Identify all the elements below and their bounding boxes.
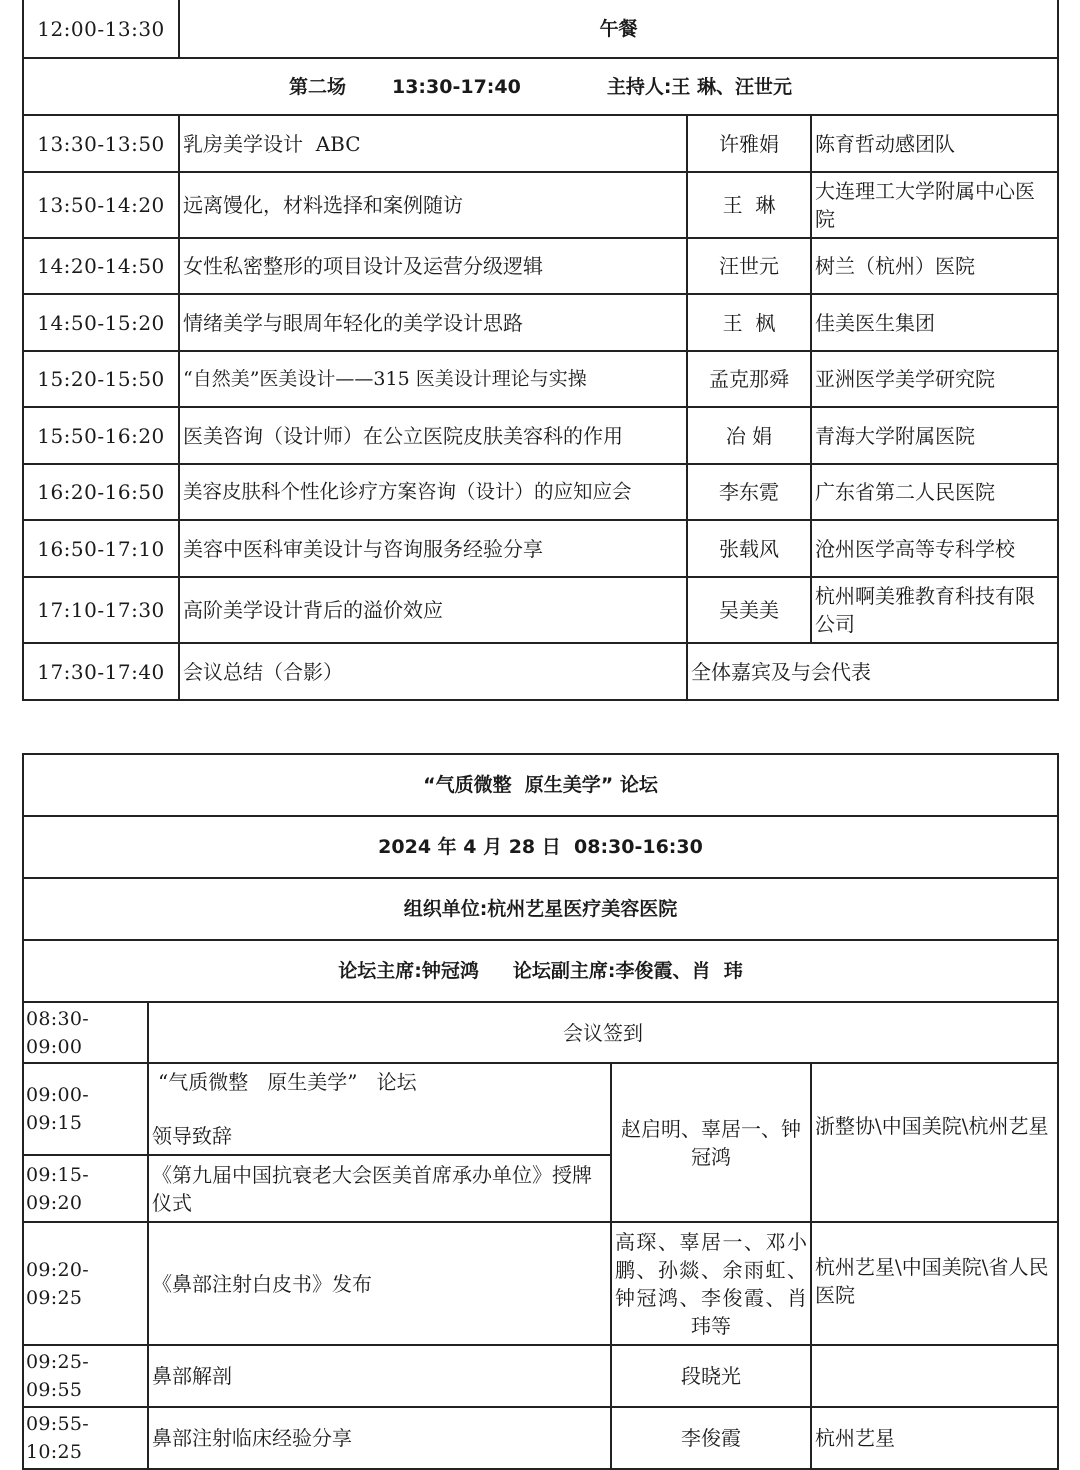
org-cell: 沧州医学高等专科学校: [811, 520, 1058, 577]
table-row: [23, 816, 1058, 878]
org-cell: 大连理工大学附属中心医院: [811, 172, 1058, 238]
org-cell: 杭州艺星\中国美院\省人民医院: [811, 1222, 1058, 1345]
time-cell: 08:30-09:00: [23, 1002, 148, 1063]
session-header-row: [23, 58, 1058, 115]
speaker-cell: 全体嘉宾及与会代表: [687, 643, 1058, 700]
table-row: [23, 238, 1058, 294]
table-row: [23, 754, 1058, 816]
speaker-cell: 王 琳: [687, 172, 811, 238]
time-cell: 09:25-09:55: [23, 1345, 148, 1407]
topic-line-2: 领导致辞: [152, 1124, 232, 1148]
speaker-cell: 孟克那舜: [687, 351, 811, 407]
session-header: [23, 58, 1058, 115]
table-row: [23, 940, 1058, 1002]
forum-table: [22, 753, 1059, 1470]
org-cell: 树兰（杭州）医院: [811, 238, 1058, 294]
speaker-cell: 张载风: [687, 520, 811, 577]
schedule-table-session-2: [22, 0, 1059, 701]
table-row: [23, 351, 1058, 407]
org-cell: 广东省第二人民医院: [811, 464, 1058, 520]
speaker-cell: 吴美美: [687, 577, 811, 643]
org-cell: 杭州啊美雅教育科技有限公司: [811, 577, 1058, 643]
topic-cell: 美容皮肤科个性化诊疗方案咨询（设计）的应知应会: [179, 464, 687, 520]
time-cell: 17:30-17:40: [23, 643, 179, 700]
org-cell: 陈育哲动感团队: [811, 115, 1058, 172]
topic-cell: 远离馒化，材料选择和案例随访: [179, 172, 687, 238]
table-row: [23, 1407, 1058, 1469]
table-row: [23, 1345, 1058, 1407]
session-name: 第二场: [288, 75, 346, 98]
time-cell: 13:50-14:20: [23, 172, 179, 238]
org-cell: 佳美医生集团: [811, 294, 1058, 351]
time-cell: 15:20-15:50: [23, 351, 179, 407]
org-cell: 青海大学附属医院: [811, 407, 1058, 464]
topic-cell: [148, 1063, 611, 1155]
forum-date: 2024 年 4 月 28 日 08:30-16:30: [23, 816, 1058, 878]
time-cell: 09:15-09:20: [23, 1155, 148, 1222]
org-cell: 浙整协\中国美院\杭州艺星: [811, 1063, 1058, 1222]
topic-cell: 乳房美学设计 ABC: [179, 115, 687, 172]
speaker-cell: 王 枫: [687, 294, 811, 351]
topic-cell: 情绪美学与眼周年轻化的美学设计思路: [179, 294, 687, 351]
lunch-label: 午餐: [179, 0, 1058, 58]
speaker-cell: 高琛、辜居一、邓小鹏、孙燚、余雨虹、钟冠鸿、李俊霞、肖玮等: [611, 1222, 811, 1345]
time-cell: 16:20-16:50: [23, 464, 179, 520]
forum-chair: 论坛主席:钟冠鸿: [338, 960, 479, 982]
topic-cell: 医美咨询（设计师）在公立医院皮肤美容科的作用: [179, 407, 687, 464]
speaker-cell: 李俊霞: [611, 1407, 811, 1469]
table-row: [23, 1222, 1058, 1345]
time-cell: 14:50-15:20: [23, 294, 179, 351]
topic-cell: 美容中医科审美设计与咨询服务经验分享: [179, 520, 687, 577]
topic-cell: 《鼻部注射白皮书》发布: [148, 1222, 611, 1345]
forum-organizer: 组织单位:杭州艺星医疗美容医院: [23, 878, 1058, 940]
time-cell: 12:00-13:30: [23, 0, 179, 58]
table-row: [23, 407, 1058, 464]
org-cell: 亚洲医学美学研究院: [811, 351, 1058, 407]
topic-cell: 鼻部解剖: [148, 1345, 611, 1407]
speaker-cell: 李东霓: [687, 464, 811, 520]
speaker-cell: 许雅娟: [687, 115, 811, 172]
speaker-cell: 冶 娟: [687, 407, 811, 464]
forum-title: “气质微整 原生美学” 论坛: [23, 754, 1058, 816]
table-row: [23, 878, 1058, 940]
session-host: 主持人:王 琳、汪世元: [606, 75, 793, 98]
table-row: [23, 172, 1058, 238]
org-cell: 杭州艺星: [811, 1407, 1058, 1469]
table-row: [23, 0, 1058, 58]
topic-line-1: “气质微整 原生美学” 论坛: [158, 1070, 417, 1094]
table-row: [23, 1002, 1058, 1063]
signin-label: 会议签到: [148, 1002, 1058, 1063]
topic-cell: 会议总结（合影）: [179, 643, 687, 700]
speaker-cell: 汪世元: [687, 238, 811, 294]
topic-cell: “自然美”医美设计——315 医美设计理论与实操: [179, 351, 687, 407]
topic-cell: 女性私密整形的项目设计及运营分级逻辑: [179, 238, 687, 294]
table-row: [23, 115, 1058, 172]
forum-vice-chair: 论坛副主席:李俊霞、肖 玮: [512, 960, 743, 982]
time-cell: 09:00-09:15: [23, 1063, 148, 1155]
table-row: [23, 1063, 1058, 1155]
table-row: [23, 577, 1058, 643]
table-row: [23, 520, 1058, 577]
time-cell: 13:30-13:50: [23, 115, 179, 172]
org-cell: [811, 1345, 1058, 1407]
speaker-cell: 段晓光: [611, 1345, 811, 1407]
time-cell: 16:50-17:10: [23, 520, 179, 577]
time-cell: 17:10-17:30: [23, 577, 179, 643]
time-cell: 15:50-16:20: [23, 407, 179, 464]
time-cell: 14:20-14:50: [23, 238, 179, 294]
topic-cell: 《第九届中国抗衰老大会医美首席承办单位》授牌仪式: [148, 1155, 611, 1222]
time-cell: 09:20-09:25: [23, 1222, 148, 1345]
table-row: [23, 464, 1058, 520]
session-time: 13:30-17:40: [391, 75, 521, 98]
table-row: [23, 643, 1058, 700]
table-row: [23, 294, 1058, 351]
forum-chairs: [23, 940, 1058, 1002]
time-cell: 09:55-10:25: [23, 1407, 148, 1469]
topic-cell: 高阶美学设计背后的溢价效应: [179, 577, 687, 643]
topic-cell: 鼻部注射临床经验分享: [148, 1407, 611, 1469]
speaker-cell: 赵启明、辜居一、钟冠鸿: [611, 1063, 811, 1222]
